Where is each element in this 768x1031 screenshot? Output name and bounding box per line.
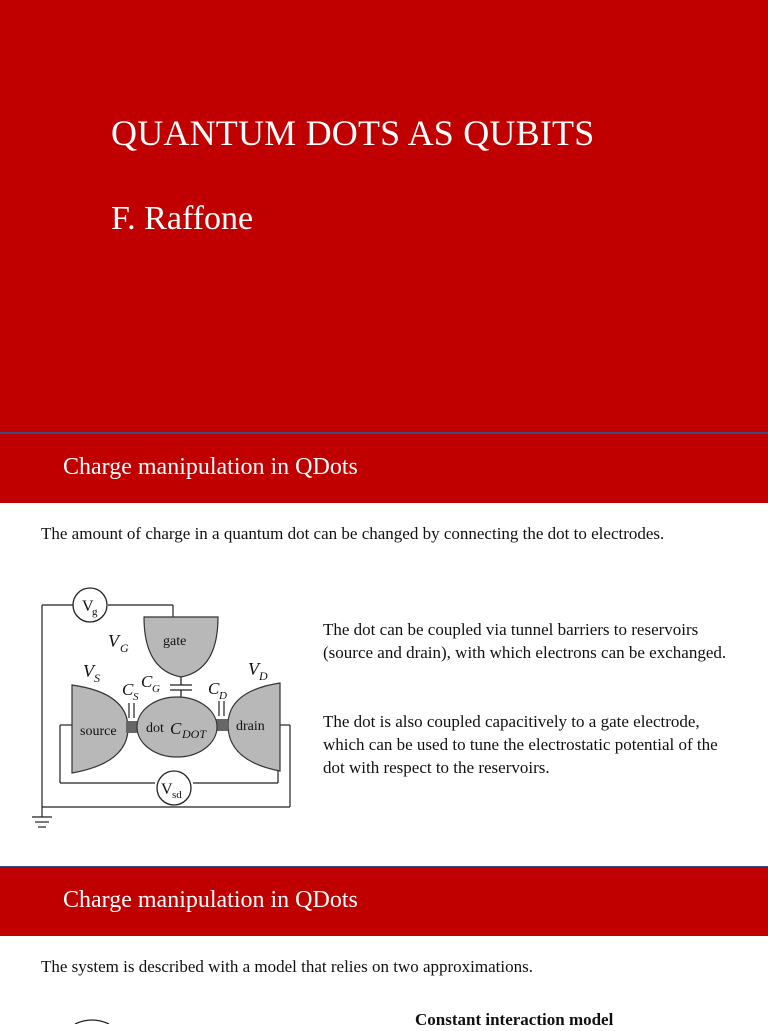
slide-header [0, 433, 768, 503]
cs-label: C [122, 680, 134, 699]
vs-sub: S [94, 671, 100, 685]
drain-label: drain [236, 719, 265, 734]
cs-sub: S [133, 691, 139, 703]
vg-label: V [108, 631, 119, 651]
cdot-sub: DOT [182, 727, 207, 741]
barrier-description: The dot can be coupled via tunnel barriers to reservoirs (source and drain), with which electrons can be exchanged. [323, 620, 727, 662]
drain-tunnel-barrier [216, 719, 228, 731]
dot-label: dot [146, 721, 164, 736]
source-tunnel-barrier [126, 721, 138, 733]
vg-meter-sub: g [92, 606, 98, 618]
vsd-meter-label: V [161, 781, 173, 798]
model-intro-text: The system is described with a model that relies on two approximations. [41, 957, 533, 976]
slide-title-2: Charge manipulation in QDots [63, 887, 358, 913]
presentation-title: QUANTUM DOTS AS QUBITS [111, 113, 595, 153]
vg-sub: G [120, 641, 129, 655]
cd-sub: D [219, 690, 227, 702]
constant-interaction-heading: Constant interaction model [415, 1010, 614, 1029]
cd-label: C [208, 679, 220, 698]
presentation-author: F. Raffone [111, 200, 254, 237]
source-label: source [80, 724, 117, 739]
quantum-dot-circuit-diagram [30, 585, 300, 835]
cg-label: C [141, 672, 153, 691]
vs-label: V [83, 661, 94, 681]
next-diagram-fragment [70, 1014, 114, 1024]
intro-text: The amount of charge in a quantum dot can be changed by connecting the dot to electrodes. [41, 524, 665, 543]
vd-label: V [248, 659, 259, 679]
cg-sub: G [152, 683, 160, 695]
vsd-meter-sub: sd [172, 789, 182, 801]
vg-meter-label: V [82, 598, 94, 615]
gate-label: gate [163, 634, 187, 649]
slide-title: Charge manipulation in QDots [63, 454, 358, 480]
slide-header-2 [0, 866, 768, 936]
vd-sub: D [259, 669, 268, 683]
cdot-label: C [170, 719, 182, 738]
title-slide [0, 0, 768, 433]
gate-description: The dot is also coupled capacitively to a gate electrode, which can be used to tune the electrostatic potential of the dot with respect to the reservoirs. [323, 712, 718, 777]
